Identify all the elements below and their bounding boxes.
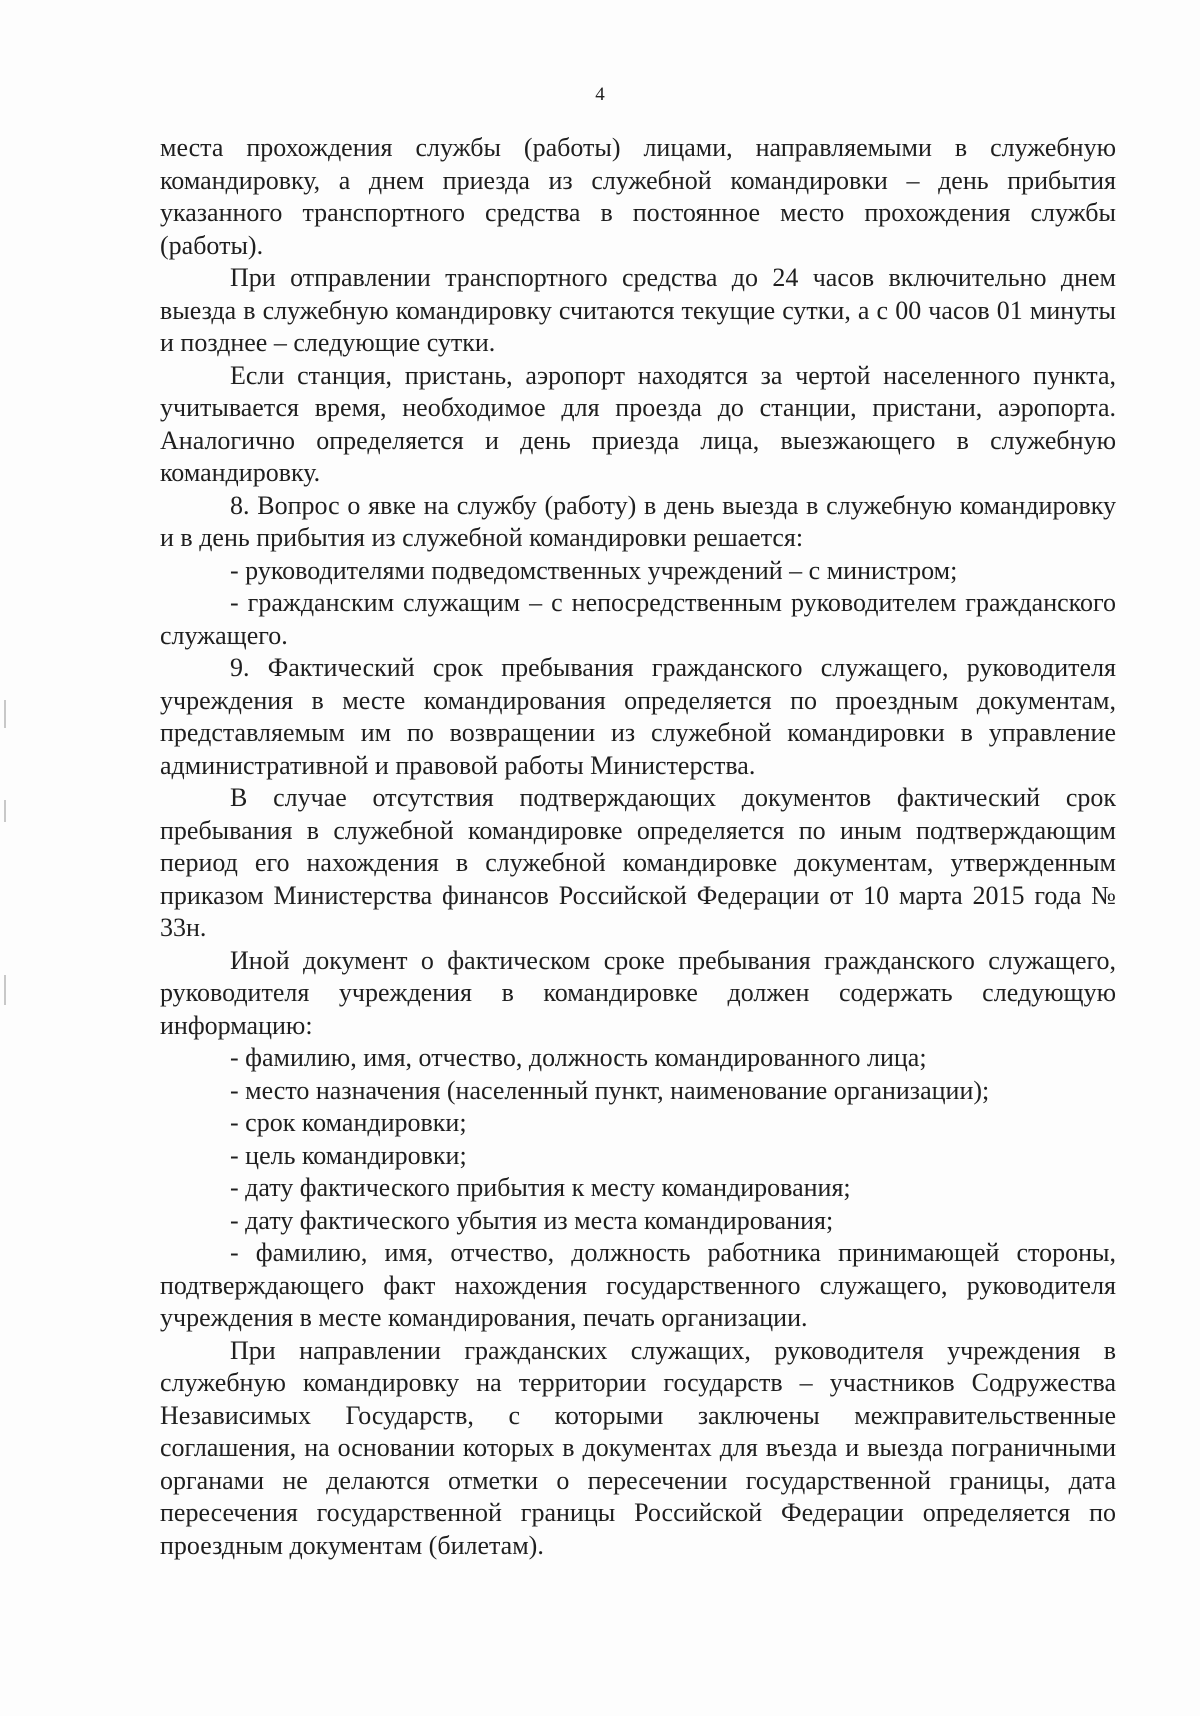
list-item: - руководителями подведомственных учреждений – с министром; bbox=[230, 555, 958, 585]
paragraph: 8. Вопрос о явке на службу (работу) в день выезда в служебную командировку и в день прибытия из служебной командировки решается: bbox=[160, 490, 1116, 552]
list-item: - место назначения (населенный пункт, наименование организации); bbox=[230, 1075, 990, 1105]
document-body bbox=[160, 132, 1116, 1562]
paragraph: В случае отсутствия подтверждающих документов фактический срок пребывания в служебной командировке определяется по иным подтверждающим период его нахождения в служебной командировке документам, утвержденным приказом Министерства финансов Российской Федерации от 10 марта 2015 года № 33н. bbox=[160, 783, 1116, 942]
paragraph: При отправлении транспортного средства до 24 часов включительно днем выезда в служебную командировку считаются текущие сутки, а с 00 часов 01 минуты и позднее – следующие сутки. bbox=[160, 263, 1116, 357]
list-item: - цель командировки; bbox=[230, 1140, 467, 1170]
scan-edge-mark bbox=[4, 975, 6, 1005]
paragraph: места прохождения службы (работы) лицами, направляемыми в служебную командировку, а днем приезда из служебной командировки – день прибытия указанного транспортного средства в постоянное место прохождения службы (работы). bbox=[160, 133, 1116, 260]
page-number: 4 bbox=[595, 84, 605, 105]
scan-edge-mark bbox=[4, 800, 6, 822]
list-item: - фамилию, имя, отчество, должность командированного лица; bbox=[230, 1043, 927, 1072]
paragraph: При направлении гражданских служащих, руководителя учреждения в служебную командировку на территории государств – участников Содружества Независимых Государств, с которыми заключены межправительственные соглашения, на основании которых в документах для въезда и выезда пограничными органами не делаются отметки о пересечении государственной границы, дата пересечения государственной границы Российской Федерации определяется по проездным документам (билетам). bbox=[160, 1335, 1116, 1560]
paragraph: 9. Фактический срок пребывания гражданского служащего, руководителя учреждения в месте командирования определяется по проездным документам, представляемым им по возвращении из служебной командировки в управление административной и правовой работы Министерства. bbox=[160, 653, 1116, 780]
list-item: - гражданским служащим – с непосредственным руководителем гражданского служащего. bbox=[160, 588, 1116, 650]
list-item: - срок командировки; bbox=[230, 1108, 467, 1137]
scan-edge-mark bbox=[4, 700, 6, 728]
paragraph: Иной документ о фактическом сроке пребывания гражданского служащего, руководителя учреждения в командировке должен содержать следующую информацию: bbox=[160, 945, 1116, 1040]
paragraph: Если станция, пристань, аэропорт находятся за чертой населенного пункта, учитывается время, необходимое для проезда до станции, пристани, аэропорта. Аналогично определяется и день приезда лица, выезжающего в служебную командировку. bbox=[160, 360, 1116, 487]
list-item: - дату фактического прибытия к месту командирования; bbox=[230, 1173, 851, 1202]
list-item: - фамилию, имя, отчество, должность работника принимающей стороны, подтверждающего факт нахождения государственного служащего, руководителя учреждения в месте командирования, печать организации. bbox=[160, 1238, 1116, 1332]
list-item: - дату фактического убытия из места командирования; bbox=[230, 1205, 834, 1235]
